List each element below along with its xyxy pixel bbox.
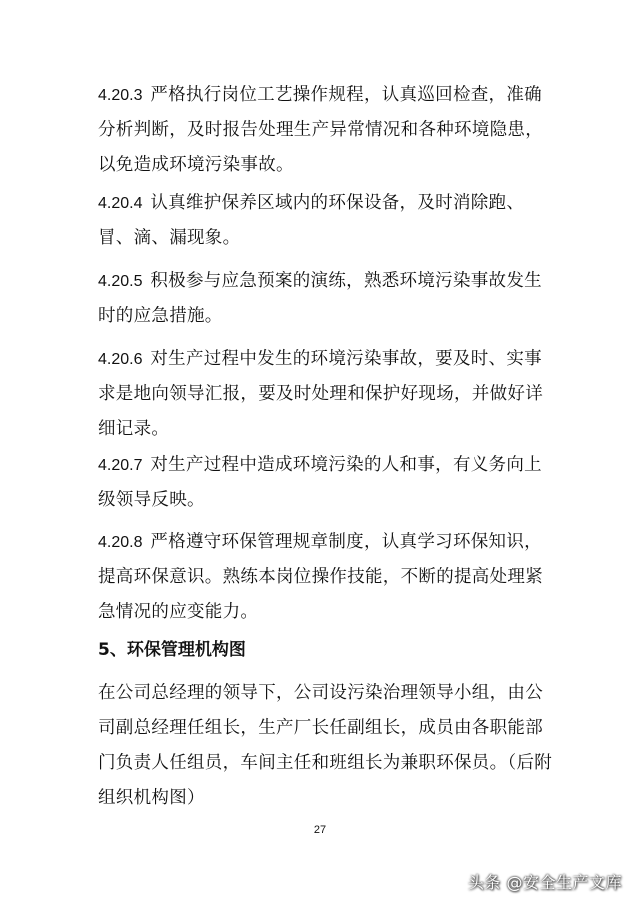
item-4-20-8 (98, 525, 554, 630)
item-text: 对生产过程中发生的环境污染事故，要及时、实事求是地向领导汇报，要及时处理和保护好现场，并做好详细记录。 (98, 349, 543, 439)
watermark: 头条 @安全生产文库 (467, 873, 622, 892)
item-4-20-3 (98, 78, 554, 183)
item-4-20-4 (98, 186, 554, 256)
item-number: 4.20.5 (98, 273, 143, 290)
item-text: 严格执行岗位工艺操作规程，认真巡回检查，准确分析判断，及时报告处理生产异常情况和各种环境隐患，以免造成环境污染事故。 (98, 85, 543, 175)
item-4-20-6 (98, 342, 554, 447)
section-body: 在公司总经理的领导下，公司设污染治理领导小组，由公司副总经理任组长，生产厂长任副组长，成员由各职能部门负责人任组员，车间主任和班组长为兼职环保员。（后附组织机构图） (98, 683, 553, 808)
item-text: 积极参与应急预案的演练，熟悉环境污染事故发生时的应急措施。 (98, 271, 542, 326)
item-number: 4.20.3 (98, 87, 143, 104)
item-number: 4.20.8 (98, 534, 143, 551)
item-4-20-5 (98, 264, 554, 334)
section-heading: 5、环保管理机构图 (98, 640, 246, 660)
item-text: 严格遵守环保管理规章制度，认真学习环保知识，提高环保意识。熟练本岗位操作技能，不断的提高处理紧急情况的应变能力。 (98, 532, 543, 622)
item-4-20-7 (98, 448, 554, 518)
item-text: 对生产过程中造成环境污染的人和事，有义务向上级领导反映。 (98, 455, 542, 510)
item-number: 4.20.4 (98, 195, 143, 212)
page-number: 27 (313, 824, 327, 836)
item-number: 4.20.7 (98, 457, 143, 474)
item-text: 认真维护保养区域内的环保设备，及时消除跑、冒、滴、漏现象。 (98, 193, 525, 248)
item-number: 4.20.6 (98, 351, 143, 368)
